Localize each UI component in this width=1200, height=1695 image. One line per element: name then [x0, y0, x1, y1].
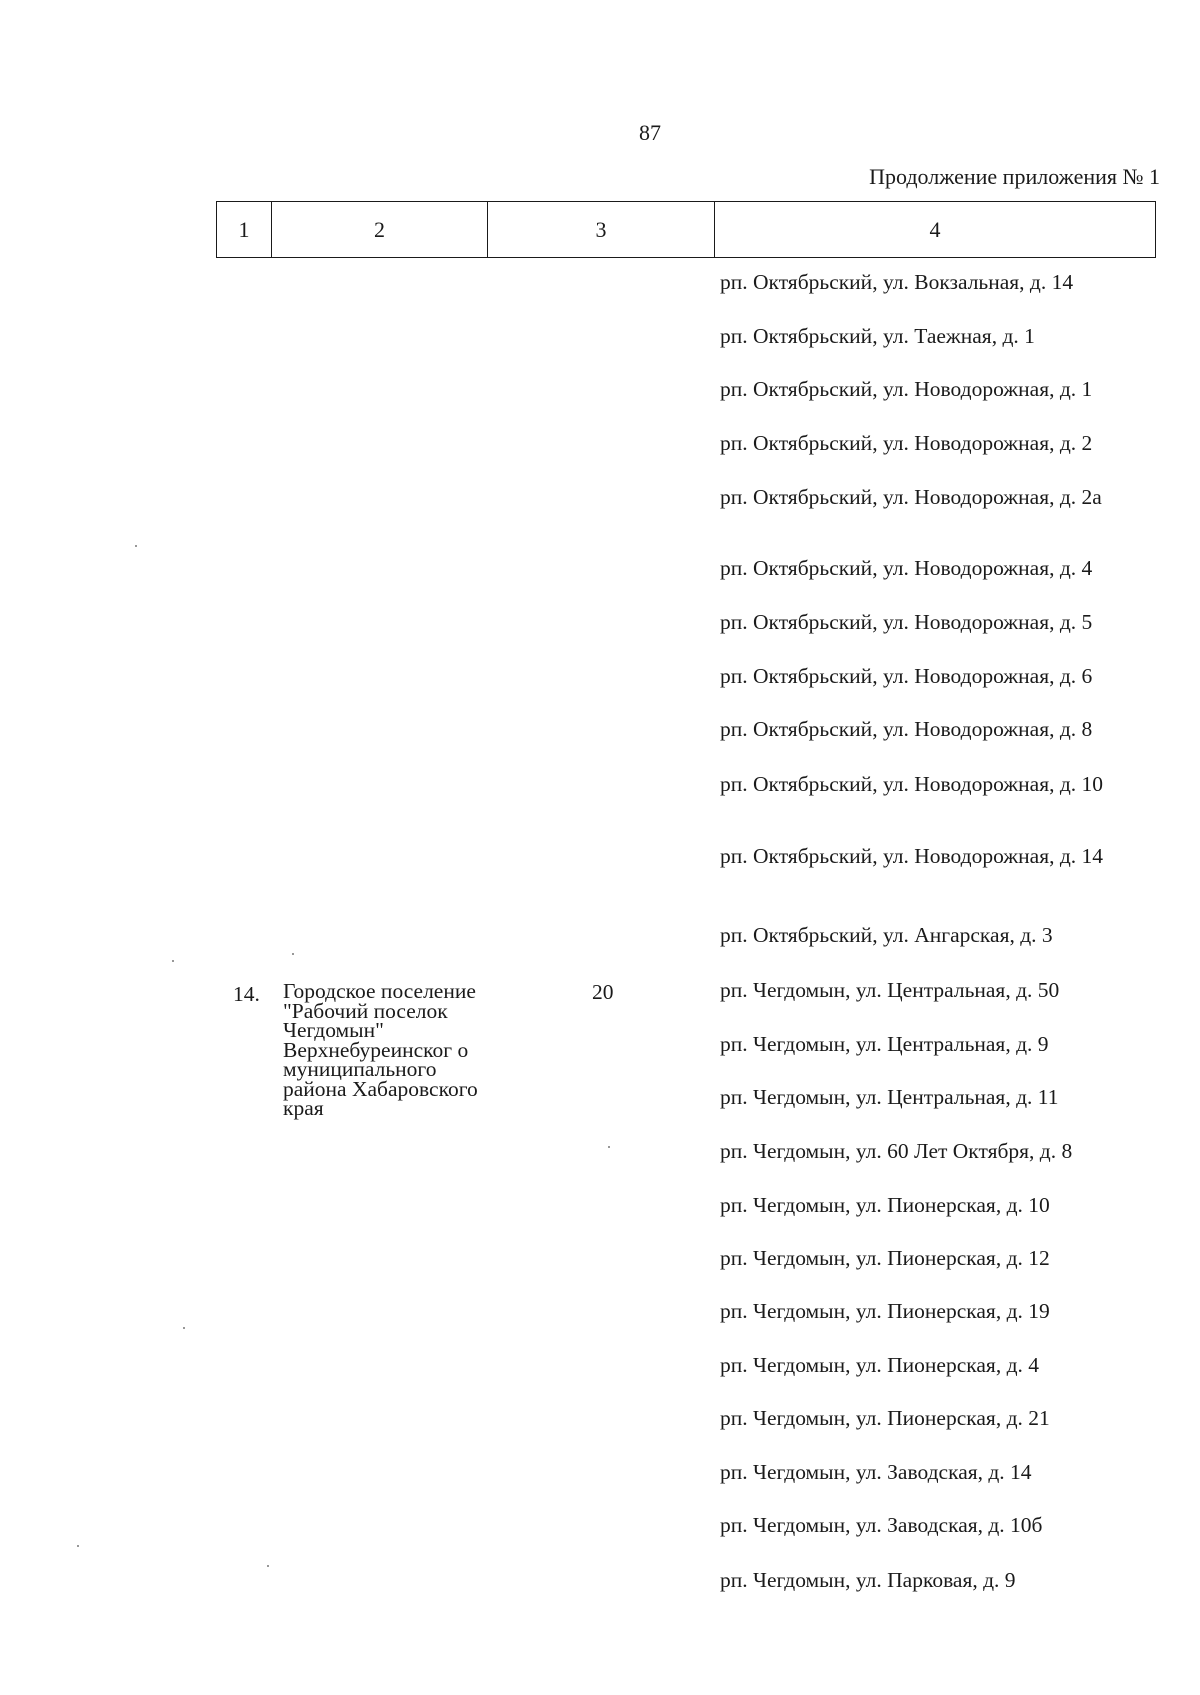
address-item: рп. Чегдомын, ул. 60 Лет Октября, д. 8 [720, 1139, 1073, 1163]
address-item: рп. Чегдомын, ул. Пионерская, д. 12 [720, 1246, 1050, 1270]
address-item: рп. Чегдомын, ул. Пионерская, д. 19 [720, 1299, 1050, 1323]
column-header-2: 2 [272, 202, 488, 257]
address-item: рп. Октябрьский, ул. Новодорожная, д. 5 [720, 610, 1093, 634]
column-header-3: 3 [488, 202, 715, 257]
entry-number: 14. [233, 982, 260, 1006]
column-header-1: 1 [217, 202, 272, 257]
address-item: рп. Чегдомын, ул. Заводская, д. 14 [720, 1460, 1032, 1484]
scan-speck [172, 960, 174, 962]
address-item: рп. Октябрьский, ул. Новодорожная, д. 10 [720, 772, 1104, 796]
address-item: рп. Октябрьский, ул. Таежная, д. 1 [720, 324, 1035, 348]
address-item: рп. Чегдомын, ул. Парковая, д. 9 [720, 1568, 1016, 1592]
address-item: рп. Чегдомын, ул. Пионерская, д. 10 [720, 1193, 1050, 1217]
entry-count: 20 [592, 980, 614, 1004]
scan-speck [608, 1146, 610, 1148]
scan-speck [135, 545, 137, 547]
address-item: рп. Октябрьский, ул. Вокзальная, д. 14 [720, 270, 1074, 294]
address-item: рп. Октябрьский, ул. Новодорожная, д. 4 [720, 556, 1093, 580]
table-header-row [216, 201, 1156, 258]
scan-speck [267, 1565, 269, 1567]
address-item: рп. Октябрьский, ул. Новодорожная, д. 2а [720, 485, 1102, 509]
address-item: рп. Чегдомын, ул. Центральная, д. 11 [720, 1085, 1059, 1109]
address-item: рп. Октябрьский, ул. Новодорожная, д. 14 [720, 844, 1104, 868]
address-item: рп. Чегдомын, ул. Центральная, д. 9 [720, 1032, 1049, 1056]
column-header-4: 4 [929, 216, 941, 242]
address-item: рп. Октябрьский, ул. Новодорожная, д. 8 [720, 717, 1093, 741]
address-item: рп. Октябрьский, ул. Новодорожная, д. 2 [720, 431, 1093, 455]
address-item: рп. Чегдомын, ул. Центральная, д. 50 [720, 978, 1060, 1002]
address-item: рп. Чегдомын, ул. Пионерская, д. 4 [720, 1353, 1040, 1377]
address-item: рп. Октябрьский, ул. Ангарская, д. 3 [720, 923, 1053, 947]
address-item: рп. Октябрьский, ул. Новодорожная, д. 1 [720, 377, 1093, 401]
continuation-title: Продолжение приложения № 1 [869, 164, 1160, 189]
address-item: рп. Октябрьский, ул. Новодорожная, д. 6 [720, 664, 1093, 688]
scan-speck [77, 1545, 79, 1547]
address-item: рп. Чегдомын, ул. Пионерская, д. 21 [720, 1406, 1050, 1430]
address-item: рп. Чегдомын, ул. Заводская, д. 10б [720, 1513, 1043, 1537]
scan-speck [183, 1327, 185, 1329]
page-number: 87 [639, 120, 661, 145]
entry-municipality-name: Городское поселение "Рабочий поселок Чегдомын" Верхнебуреинског о муниципального района Хабаровского края [283, 979, 478, 1120]
scan-speck [292, 953, 294, 955]
